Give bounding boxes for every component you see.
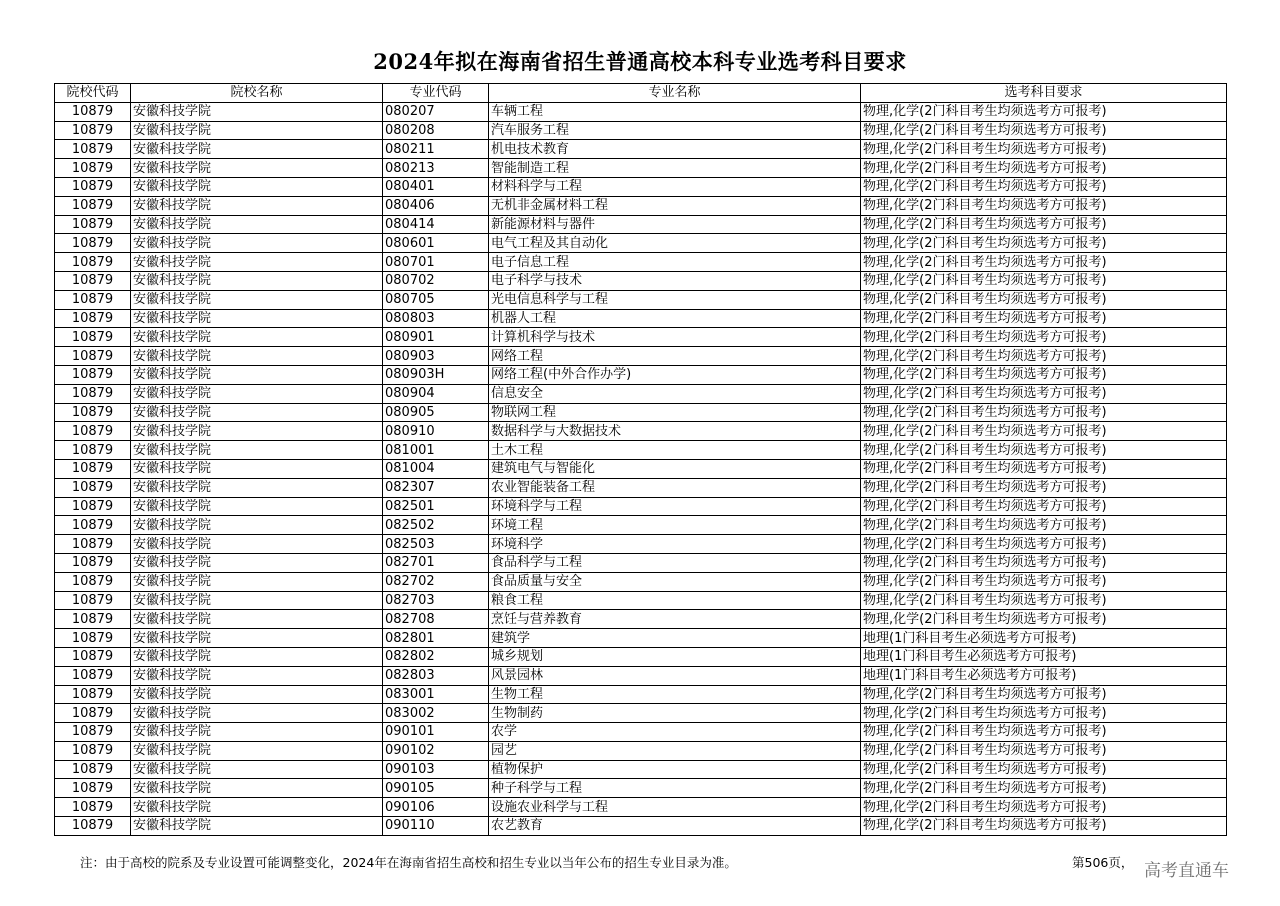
school-name-cell: 安徽科技学院 [131, 271, 383, 290]
major-code-cell: 080702 [383, 271, 489, 290]
subject-requirement-cell: 物理,化学(2门科目考生均须选考方可报考) [861, 572, 1227, 591]
subject-requirement-cell: 物理,化学(2门科目考生均须选考方可报考) [861, 591, 1227, 610]
school-name-cell: 安徽科技学院 [131, 102, 383, 121]
footer-note: 注：由于高校的院系及专业设置可能调整变化，2024年在海南省招生高校和招生专业以当年公布的招生专业目录为准。 [80, 855, 737, 870]
major-name-cell: 数据科学与大数据技术 [489, 422, 861, 441]
major-name-cell: 烹饪与营养教育 [489, 610, 861, 629]
major-code-cell: 090110 [383, 817, 489, 836]
school-name-cell: 安徽科技学院 [131, 591, 383, 610]
table-row [55, 704, 1227, 723]
school-name-cell: 安徽科技学院 [131, 159, 383, 178]
school-code-cell: 10879 [55, 309, 131, 328]
major-code-cell: 080910 [383, 422, 489, 441]
table-row [55, 177, 1227, 196]
school-code-cell: 10879 [55, 723, 131, 742]
major-name-cell: 电气工程及其自动化 [489, 234, 861, 253]
table-row [55, 290, 1227, 309]
major-code-cell: 082502 [383, 516, 489, 535]
major-name-cell: 环境工程 [489, 516, 861, 535]
school-code-cell: 10879 [55, 760, 131, 779]
school-name-cell: 安徽科技学院 [131, 553, 383, 572]
table-row [55, 647, 1227, 666]
header-subject-requirement: 选考科目要求 [861, 84, 1227, 103]
table-row [55, 478, 1227, 497]
table-row [55, 234, 1227, 253]
school-name-cell: 安徽科技学院 [131, 666, 383, 685]
major-name-cell: 新能源材料与器件 [489, 215, 861, 234]
subject-requirement-cell: 物理,化学(2门科目考生均须选考方可报考) [861, 159, 1227, 178]
school-name-cell: 安徽科技学院 [131, 253, 383, 272]
major-code-cell: 080414 [383, 215, 489, 234]
table-row [55, 309, 1227, 328]
school-name-cell: 安徽科技学院 [131, 647, 383, 666]
school-name-cell: 安徽科技学院 [131, 177, 383, 196]
major-name-cell: 智能制造工程 [489, 159, 861, 178]
school-name-cell: 安徽科技学院 [131, 741, 383, 760]
school-code-cell: 10879 [55, 140, 131, 159]
major-code-cell: 090102 [383, 741, 489, 760]
major-code-cell: 080211 [383, 140, 489, 159]
table-row [55, 666, 1227, 685]
table-row [55, 553, 1227, 572]
school-code-cell: 10879 [55, 629, 131, 648]
major-name-cell: 信息安全 [489, 384, 861, 403]
major-code-cell: 082702 [383, 572, 489, 591]
subject-requirement-cell: 物理,化学(2门科目考生均须选考方可报考) [861, 215, 1227, 234]
major-code-cell: 080213 [383, 159, 489, 178]
school-name-cell: 安徽科技学院 [131, 328, 383, 347]
school-name-cell: 安徽科技学院 [131, 384, 383, 403]
major-name-cell: 无机非金属材料工程 [489, 196, 861, 215]
major-name-cell: 网络工程(中外合作办学) [489, 365, 861, 384]
table-row [55, 798, 1227, 817]
school-name-cell: 安徽科技学院 [131, 685, 383, 704]
school-code-cell: 10879 [55, 196, 131, 215]
school-code-cell: 10879 [55, 403, 131, 422]
school-code-cell: 10879 [55, 610, 131, 629]
school-name-cell: 安徽科技学院 [131, 779, 383, 798]
subject-requirement-cell: 物理,化学(2门科目考生均须选考方可报考) [861, 384, 1227, 403]
subject-requirement-cell: 物理,化学(2门科目考生均须选考方可报考) [861, 102, 1227, 121]
school-code-cell: 10879 [55, 159, 131, 178]
school-code-cell: 10879 [55, 347, 131, 366]
table-row [55, 723, 1227, 742]
school-name-cell: 安徽科技学院 [131, 140, 383, 159]
table-row [55, 459, 1227, 478]
school-name-cell: 安徽科技学院 [131, 610, 383, 629]
major-code-cell: 080401 [383, 177, 489, 196]
school-code-cell: 10879 [55, 516, 131, 535]
table-row [55, 817, 1227, 836]
major-name-cell: 建筑电气与智能化 [489, 459, 861, 478]
table-row [55, 535, 1227, 554]
subject-requirement-cell: 物理,化学(2门科目考生均须选考方可报考) [861, 253, 1227, 272]
subject-requirement-cell: 物理,化学(2门科目考生均须选考方可报考) [861, 271, 1227, 290]
requirements-table [54, 83, 1227, 836]
major-code-cell: 080803 [383, 309, 489, 328]
table-row [55, 196, 1227, 215]
major-name-cell: 物联网工程 [489, 403, 861, 422]
table-row [55, 516, 1227, 535]
header-school-name: 院校名称 [131, 84, 383, 103]
major-code-cell: 090103 [383, 760, 489, 779]
major-name-cell: 园艺 [489, 741, 861, 760]
school-code-cell: 10879 [55, 290, 131, 309]
table-row [55, 347, 1227, 366]
table-row [55, 102, 1227, 121]
major-code-cell: 082307 [383, 478, 489, 497]
school-name-cell: 安徽科技学院 [131, 535, 383, 554]
subject-requirement-cell: 物理,化学(2门科目考生均须选考方可报考) [861, 459, 1227, 478]
school-name-cell: 安徽科技学院 [131, 422, 383, 441]
table-row [55, 328, 1227, 347]
watermark: 高考直通车 [1144, 861, 1229, 881]
major-name-cell: 汽车服务工程 [489, 121, 861, 140]
major-name-cell: 环境科学与工程 [489, 497, 861, 516]
major-code-cell: 080903H [383, 365, 489, 384]
table-row [55, 384, 1227, 403]
school-name-cell: 安徽科技学院 [131, 704, 383, 723]
major-name-cell: 电子信息工程 [489, 253, 861, 272]
table-row [55, 741, 1227, 760]
major-code-cell: 082703 [383, 591, 489, 610]
major-code-cell: 080901 [383, 328, 489, 347]
major-code-cell: 083001 [383, 685, 489, 704]
major-code-cell: 090101 [383, 723, 489, 742]
major-code-cell: 082801 [383, 629, 489, 648]
table-row [55, 253, 1227, 272]
table-row [55, 591, 1227, 610]
school-name-cell: 安徽科技学院 [131, 309, 383, 328]
major-code-cell: 080207 [383, 102, 489, 121]
subject-requirement-cell: 物理,化学(2门科目考生均须选考方可报考) [861, 497, 1227, 516]
school-name-cell: 安徽科技学院 [131, 347, 383, 366]
school-code-cell: 10879 [55, 704, 131, 723]
subject-requirement-cell: 物理,化学(2门科目考生均须选考方可报考) [861, 535, 1227, 554]
table-row [55, 629, 1227, 648]
school-name-cell: 安徽科技学院 [131, 215, 383, 234]
subject-requirement-cell: 物理,化学(2门科目考生均须选考方可报考) [861, 723, 1227, 742]
major-name-cell: 食品科学与工程 [489, 553, 861, 572]
school-code-cell: 10879 [55, 365, 131, 384]
table-header-row [55, 84, 1227, 103]
school-code-cell: 10879 [55, 441, 131, 460]
school-name-cell: 安徽科技学院 [131, 760, 383, 779]
table-row [55, 441, 1227, 460]
school-code-cell: 10879 [55, 384, 131, 403]
header-school-code: 院校代码 [55, 84, 131, 103]
subject-requirement-cell: 物理,化学(2门科目考生均须选考方可报考) [861, 234, 1227, 253]
major-code-cell: 082501 [383, 497, 489, 516]
school-code-cell: 10879 [55, 102, 131, 121]
table-body [55, 102, 1227, 835]
major-name-cell: 机器人工程 [489, 309, 861, 328]
subject-requirement-cell: 物理,化学(2门科目考生均须选考方可报考) [861, 798, 1227, 817]
school-name-cell: 安徽科技学院 [131, 798, 383, 817]
major-code-cell: 080904 [383, 384, 489, 403]
table-row [55, 497, 1227, 516]
school-name-cell: 安徽科技学院 [131, 817, 383, 836]
major-name-cell: 环境科学 [489, 535, 861, 554]
school-name-cell: 安徽科技学院 [131, 478, 383, 497]
major-code-cell: 080406 [383, 196, 489, 215]
subject-requirement-cell: 物理,化学(2门科目考生均须选考方可报考) [861, 422, 1227, 441]
major-code-cell: 080701 [383, 253, 489, 272]
school-code-cell: 10879 [55, 271, 131, 290]
page-number: 第506页， [1072, 855, 1134, 870]
major-code-cell: 080705 [383, 290, 489, 309]
major-code-cell: 081001 [383, 441, 489, 460]
table-row [55, 403, 1227, 422]
school-code-cell: 10879 [55, 459, 131, 478]
major-code-cell: 080905 [383, 403, 489, 422]
major-name-cell: 机电技术教育 [489, 140, 861, 159]
school-code-cell: 10879 [55, 253, 131, 272]
header-major-name: 专业名称 [489, 84, 861, 103]
school-name-cell: 安徽科技学院 [131, 121, 383, 140]
subject-requirement-cell: 物理,化学(2门科目考生均须选考方可报考) [861, 309, 1227, 328]
subject-requirement-cell: 物理,化学(2门科目考生均须选考方可报考) [861, 140, 1227, 159]
major-code-cell: 082803 [383, 666, 489, 685]
school-name-cell: 安徽科技学院 [131, 290, 383, 309]
major-name-cell: 材料科学与工程 [489, 177, 861, 196]
subject-requirement-cell: 物理,化学(2门科目考生均须选考方可报考) [861, 196, 1227, 215]
table-row [55, 140, 1227, 159]
subject-requirement-cell: 物理,化学(2门科目考生均须选考方可报考) [861, 779, 1227, 798]
table-row [55, 572, 1227, 591]
school-name-cell: 安徽科技学院 [131, 723, 383, 742]
major-code-cell: 080208 [383, 121, 489, 140]
major-name-cell: 电子科学与技术 [489, 271, 861, 290]
school-code-cell: 10879 [55, 535, 131, 554]
table-row [55, 121, 1227, 140]
school-code-cell: 10879 [55, 422, 131, 441]
subject-requirement-cell: 物理,化学(2门科目考生均须选考方可报考) [861, 478, 1227, 497]
major-name-cell: 生物制药 [489, 704, 861, 723]
subject-requirement-cell: 物理,化学(2门科目考生均须选考方可报考) [861, 290, 1227, 309]
school-code-cell: 10879 [55, 741, 131, 760]
table-row [55, 422, 1227, 441]
table-row [55, 159, 1227, 178]
school-name-cell: 安徽科技学院 [131, 629, 383, 648]
subject-requirement-cell: 物理,化学(2门科目考生均须选考方可报考) [861, 610, 1227, 629]
major-name-cell: 农艺教育 [489, 817, 861, 836]
major-name-cell: 网络工程 [489, 347, 861, 366]
school-name-cell: 安徽科技学院 [131, 403, 383, 422]
subject-requirement-cell: 物理,化学(2门科目考生均须选考方可报考) [861, 760, 1227, 779]
school-code-cell: 10879 [55, 177, 131, 196]
school-code-cell: 10879 [55, 215, 131, 234]
major-name-cell: 风景园林 [489, 666, 861, 685]
school-name-cell: 安徽科技学院 [131, 234, 383, 253]
school-code-cell: 10879 [55, 779, 131, 798]
major-code-cell: 090105 [383, 779, 489, 798]
major-name-cell: 农学 [489, 723, 861, 742]
subject-requirement-cell: 物理,化学(2门科目考生均须选考方可报考) [861, 365, 1227, 384]
subject-requirement-cell: 物理,化学(2门科目考生均须选考方可报考) [861, 441, 1227, 460]
major-name-cell: 计算机科学与技术 [489, 328, 861, 347]
major-name-cell: 种子科学与工程 [489, 779, 861, 798]
major-name-cell: 设施农业科学与工程 [489, 798, 861, 817]
subject-requirement-cell: 地理(1门科目考生必须选考方可报考) [861, 647, 1227, 666]
subject-requirement-cell: 物理,化学(2门科目考生均须选考方可报考) [861, 553, 1227, 572]
table-row [55, 610, 1227, 629]
school-code-cell: 10879 [55, 817, 131, 836]
school-code-cell: 10879 [55, 553, 131, 572]
school-code-cell: 10879 [55, 591, 131, 610]
major-code-cell: 082802 [383, 647, 489, 666]
school-name-cell: 安徽科技学院 [131, 365, 383, 384]
subject-requirement-cell: 物理,化学(2门科目考生均须选考方可报考) [861, 516, 1227, 535]
subject-requirement-cell: 地理(1门科目考生必须选考方可报考) [861, 666, 1227, 685]
major-name-cell: 土木工程 [489, 441, 861, 460]
major-name-cell: 车辆工程 [489, 102, 861, 121]
table-row [55, 779, 1227, 798]
page-title: 2024年拟在海南省招生普通高校本科专业选考科目要求 [373, 49, 907, 74]
subject-requirement-cell: 物理,化学(2门科目考生均须选考方可报考) [861, 121, 1227, 140]
major-code-cell: 080601 [383, 234, 489, 253]
subject-requirement-cell: 物理,化学(2门科目考生均须选考方可报考) [861, 685, 1227, 704]
school-name-cell: 安徽科技学院 [131, 459, 383, 478]
major-name-cell: 光电信息科学与工程 [489, 290, 861, 309]
school-code-cell: 10879 [55, 234, 131, 253]
subject-requirement-cell: 地理(1门科目考生必须选考方可报考) [861, 629, 1227, 648]
major-code-cell: 090106 [383, 798, 489, 817]
school-name-cell: 安徽科技学院 [131, 497, 383, 516]
table-row [55, 760, 1227, 779]
subject-requirement-cell: 物理,化学(2门科目考生均须选考方可报考) [861, 328, 1227, 347]
major-name-cell: 粮食工程 [489, 591, 861, 610]
school-code-cell: 10879 [55, 328, 131, 347]
school-code-cell: 10879 [55, 685, 131, 704]
major-code-cell: 081004 [383, 459, 489, 478]
school-code-cell: 10879 [55, 121, 131, 140]
major-code-cell: 082708 [383, 610, 489, 629]
header-major-code: 专业代码 [383, 84, 489, 103]
school-code-cell: 10879 [55, 497, 131, 516]
table-row [55, 271, 1227, 290]
major-name-cell: 农业智能装备工程 [489, 478, 861, 497]
major-name-cell: 城乡规划 [489, 647, 861, 666]
school-code-cell: 10879 [55, 572, 131, 591]
school-name-cell: 安徽科技学院 [131, 441, 383, 460]
school-name-cell: 安徽科技学院 [131, 516, 383, 535]
table-row [55, 365, 1227, 384]
subject-requirement-cell: 物理,化学(2门科目考生均须选考方可报考) [861, 704, 1227, 723]
table-row [55, 685, 1227, 704]
major-code-cell: 083002 [383, 704, 489, 723]
school-name-cell: 安徽科技学院 [131, 572, 383, 591]
subject-requirement-cell: 物理,化学(2门科目考生均须选考方可报考) [861, 347, 1227, 366]
school-code-cell: 10879 [55, 798, 131, 817]
table-row [55, 215, 1227, 234]
school-code-cell: 10879 [55, 647, 131, 666]
school-code-cell: 10879 [55, 478, 131, 497]
major-code-cell: 080903 [383, 347, 489, 366]
subject-requirement-cell: 物理,化学(2门科目考生均须选考方可报考) [861, 817, 1227, 836]
subject-requirement-cell: 物理,化学(2门科目考生均须选考方可报考) [861, 177, 1227, 196]
major-code-cell: 082503 [383, 535, 489, 554]
school-name-cell: 安徽科技学院 [131, 196, 383, 215]
major-name-cell: 建筑学 [489, 629, 861, 648]
major-name-cell: 植物保护 [489, 760, 861, 779]
subject-requirement-cell: 物理,化学(2门科目考生均须选考方可报考) [861, 403, 1227, 422]
subject-requirement-cell: 物理,化学(2门科目考生均须选考方可报考) [861, 741, 1227, 760]
major-name-cell: 生物工程 [489, 685, 861, 704]
major-code-cell: 082701 [383, 553, 489, 572]
major-name-cell: 食品质量与安全 [489, 572, 861, 591]
school-code-cell: 10879 [55, 666, 131, 685]
